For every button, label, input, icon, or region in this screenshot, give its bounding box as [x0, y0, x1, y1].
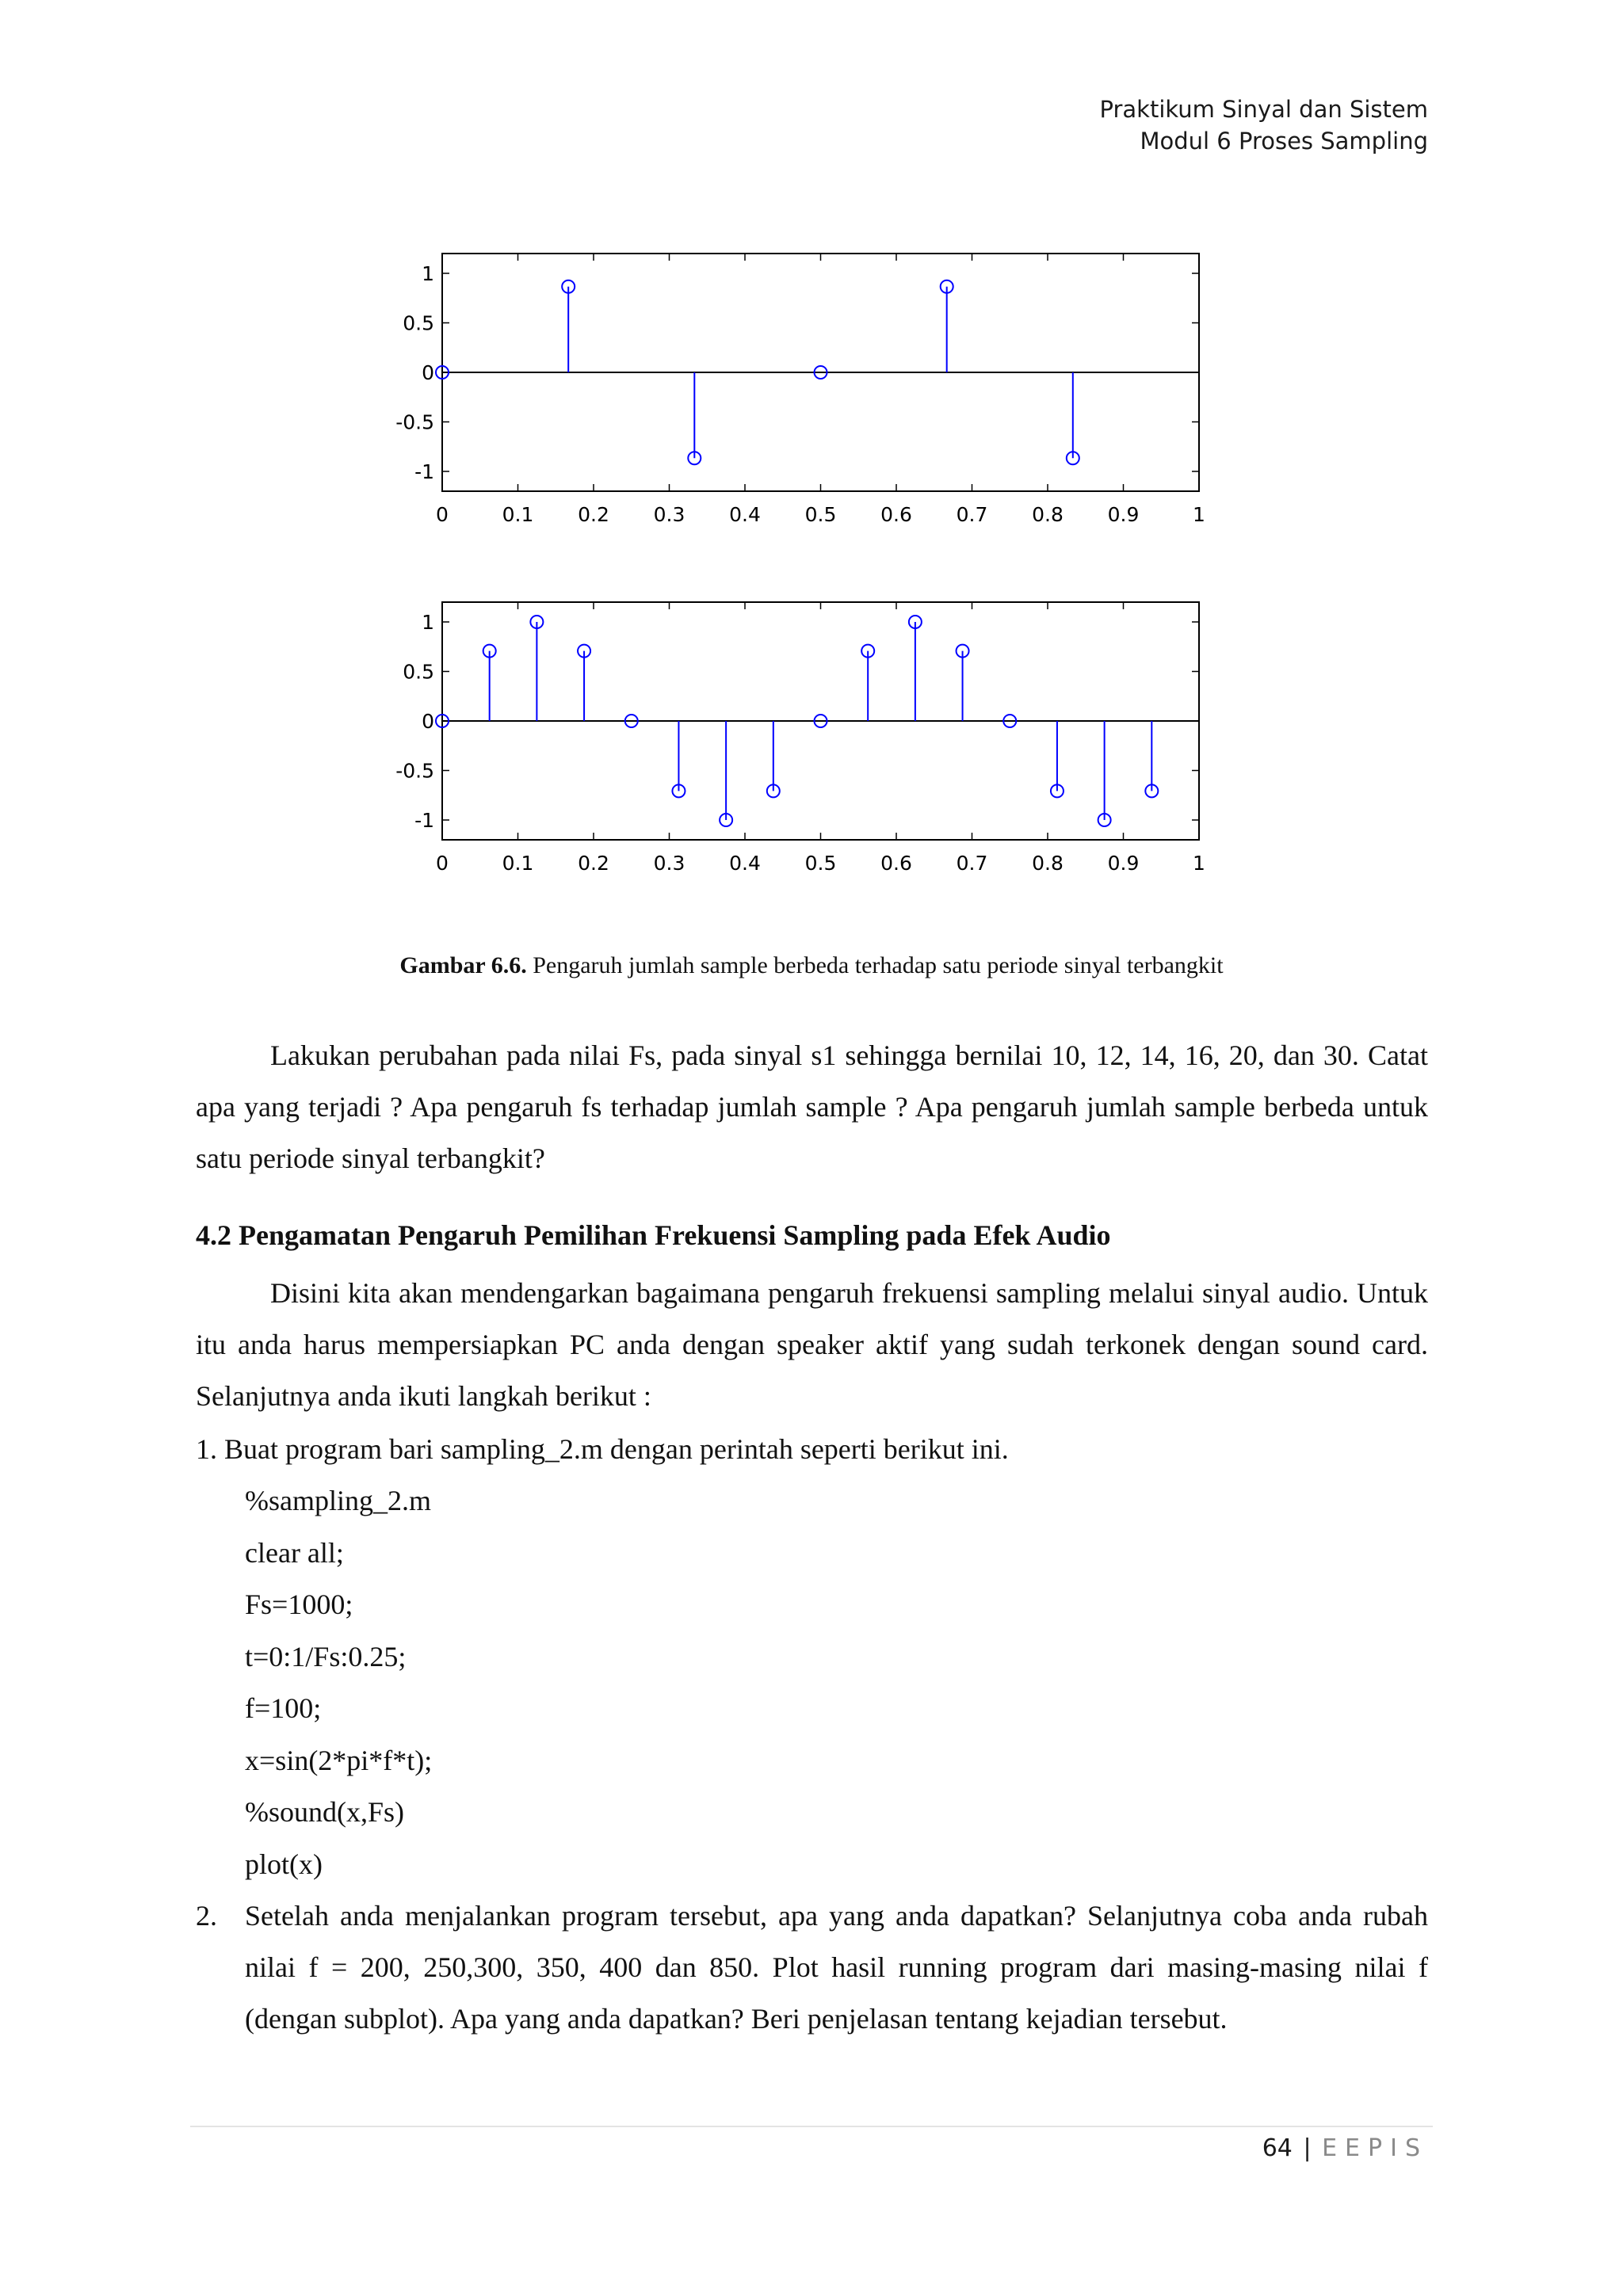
x-tick-label: 0.1: [502, 503, 534, 526]
code-line: %sound(x,Fs): [245, 1796, 405, 1828]
x-tick-label: 0: [436, 503, 449, 526]
x-tick-label: 1: [1193, 503, 1205, 526]
paragraph-fs-exercise: Lakukan perubahan pada nilai Fs, pada sinyal s1 sehingga bernilai 10, 12, 14, 16, 20, dan 30. Catat apa yang terjadi ? Apa pengaruh fs terhadap jumlah sample ? Apa pengaruh jumlah sample berbeda untuk satu periode sinyal terbangkit?: [196, 1039, 1428, 1174]
code-block: [245, 1475, 432, 1890]
y-tick-label: -1: [414, 809, 434, 832]
code-line: t=0:1/Fs:0.25;: [245, 1640, 407, 1672]
code-line: clear all;: [245, 1536, 344, 1569]
y-tick-label: 0: [422, 710, 434, 733]
y-tick-label: 0.5: [403, 660, 434, 684]
x-tick-label: 0.2: [578, 852, 609, 875]
y-tick-label: 1: [422, 262, 434, 285]
caption-label: Gambar 6.6.: [399, 952, 527, 978]
footer-divider: [190, 2126, 1433, 2127]
y-tick-label: -0.5: [395, 759, 434, 783]
x-tick-label: 0.4: [729, 852, 761, 875]
code-line: %sampling_2.m: [245, 1485, 431, 1516]
section-heading: 4.2 Pengamatan Pengaruh Pemilihan Frekuensi Sampling pada Efek Audio: [196, 1219, 1111, 1251]
x-tick-label: 0.6: [880, 852, 912, 875]
y-tick-label: -0.5: [395, 410, 434, 434]
step-1: 1. Buat program bari sampling_2.m dengan perintah seperti berikut ini.: [196, 1433, 1009, 1465]
x-tick-label: 0.5: [804, 852, 837, 875]
y-tick-label: 0: [422, 361, 434, 384]
x-tick-label: 1: [1193, 852, 1205, 875]
footer-org: EEPIS: [1322, 2134, 1428, 2162]
x-tick-label: 0.9: [1107, 503, 1140, 526]
code-line: Fs=1000;: [245, 1589, 353, 1620]
y-tick-label: 0.5: [403, 311, 434, 335]
stem-plot-canvas: [317, 198, 1228, 935]
x-tick-label: 0.9: [1107, 852, 1140, 875]
x-tick-label: 0: [436, 852, 449, 875]
header-course-title: Praktikum Sinyal dan Sistem: [1099, 96, 1428, 123]
y-tick-label: 1: [422, 611, 434, 634]
x-tick-label: 0.6: [880, 503, 912, 526]
y-tick-label: -1: [414, 460, 434, 483]
x-tick-label: 0.8: [1032, 503, 1064, 526]
figure-stem-plots: [317, 198, 1228, 935]
header-module-title: Modul 6 Proses Sampling: [1140, 128, 1428, 154]
figure-caption: [0, 952, 1623, 979]
step-2-text: Setelah anda menjalankan program tersebut, apa yang anda dapatkan? Selanjutnya coba anda rubah nilai f = 200, 250,300, 350, 400 dan 850. Plot hasil running program dari masing-masing nilai f (dengan subplot). Apa yang anda dapatkan? Beri penjelasan tentang kejadian tersebut.: [245, 1900, 1428, 2035]
caption-text: Pengaruh jumlah sample berbeda terhadap satu periode sinyal terbangkit: [526, 952, 1224, 978]
page-number: 64: [1262, 2134, 1293, 2162]
x-tick-label: 0.4: [729, 503, 761, 526]
x-tick-label: 0.7: [956, 503, 988, 526]
x-tick-label: 0.1: [502, 852, 534, 875]
page-footer: [1262, 2134, 1428, 2162]
footer-separator: |: [1303, 2134, 1312, 2162]
x-tick-label: 0.3: [653, 503, 685, 526]
x-tick-label: 0.5: [804, 503, 837, 526]
code-line: x=sin(2*pi*f*t);: [245, 1744, 433, 1776]
code-line: plot(x): [245, 1848, 323, 1880]
running-header: [1099, 93, 1428, 157]
x-tick-label: 0.2: [578, 503, 609, 526]
x-tick-label: 0.3: [653, 852, 685, 875]
x-tick-label: 0.7: [956, 852, 988, 875]
step-2: [196, 1890, 1428, 2045]
x-tick-label: 0.8: [1032, 852, 1064, 875]
paragraph-audio-intro: Disini kita akan mendengarkan bagaimana pengaruh frekuensi sampling melalui sinyal audio. Untuk itu anda harus mempersiapkan PC anda dengan speaker aktif yang sudah terkonek dengan sound card. Selanjutnya anda ikuti langkah berikut :: [196, 1277, 1428, 1412]
code-line: f=100;: [245, 1692, 322, 1724]
step-2-number: 2.: [196, 1900, 217, 1932]
